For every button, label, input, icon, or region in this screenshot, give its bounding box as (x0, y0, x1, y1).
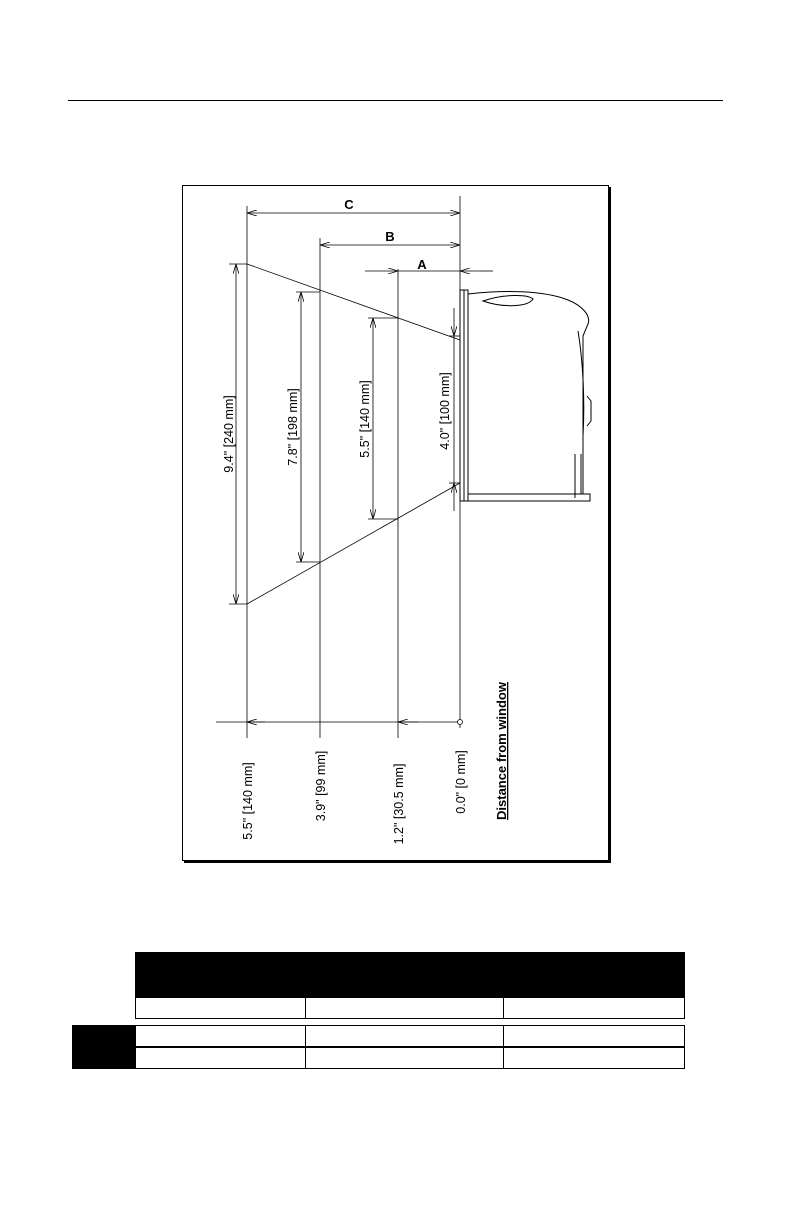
figure-frame (182, 185, 609, 861)
spec-table (72, 952, 685, 1070)
dimension-c-label: C (344, 197, 354, 212)
table-row (72, 1047, 685, 1069)
distance-label-3: 1.2" [30.5 mm] (392, 763, 406, 845)
field-of-view-cone (247, 264, 460, 604)
reference-lines (247, 196, 460, 738)
table-cell (135, 1047, 306, 1069)
table-row-label (72, 1047, 136, 1069)
height-label-4: 4.0" [100 mm] (438, 372, 452, 450)
distance-label-2: 3.9" [99 mm] (314, 750, 328, 822)
distance-label-4: 0.0" [0 mm] (454, 750, 468, 814)
distance-axis-title: Distance from window (494, 682, 509, 820)
table-row (72, 1025, 685, 1047)
distance-label-1: 5.5" [140 mm] (241, 762, 255, 840)
header-rule (68, 100, 723, 101)
table-header (135, 952, 685, 997)
height-label-3: 5.5" [140 mm] (358, 380, 372, 458)
field-of-view-diagram (183, 186, 608, 860)
table-subheader-row (72, 997, 685, 1019)
distance-scale (216, 720, 463, 725)
table-cell (305, 1025, 504, 1047)
table-cell (503, 1025, 685, 1047)
height-label-1: 9.4" [240 mm] (222, 395, 236, 473)
table-cell (135, 1025, 306, 1047)
table-subheader-cell (305, 997, 504, 1019)
table-cell (305, 1047, 504, 1069)
table-subheader-cell (135, 997, 306, 1019)
dimension-b-label: B (385, 229, 395, 244)
height-dimensions (236, 264, 454, 604)
scanner-device (460, 290, 591, 501)
table-subheader-cell (503, 997, 685, 1019)
dimension-lines (247, 213, 493, 271)
dimension-a-label: A (417, 257, 427, 272)
extension-ticks (229, 264, 460, 604)
height-label-2: 7.8" [198 mm] (286, 388, 300, 466)
table-row-label (72, 1025, 136, 1047)
table-cell (503, 1047, 685, 1069)
